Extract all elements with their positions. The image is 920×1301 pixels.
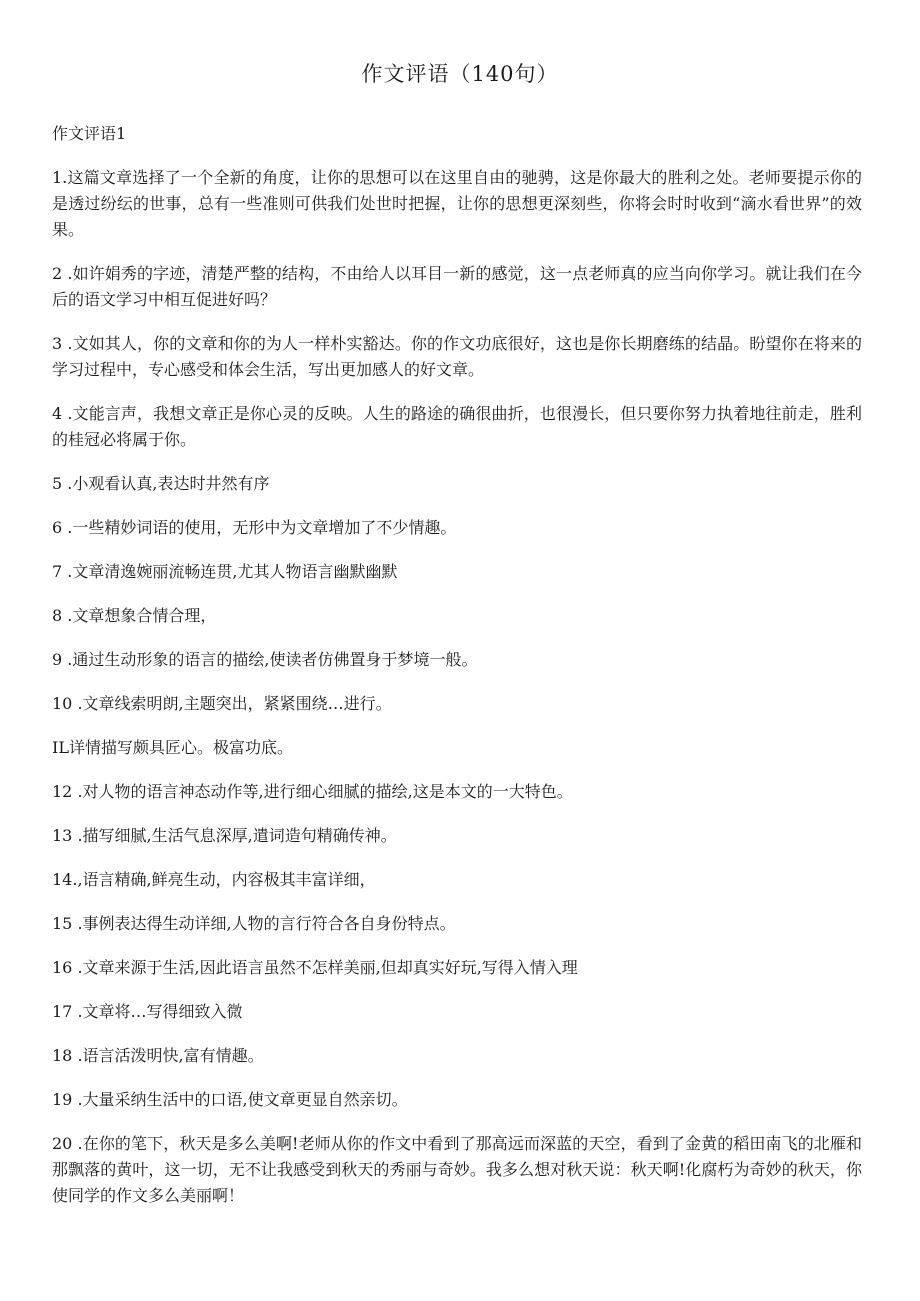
comment-entry-13: 13 .描写细腻,生活气息深厚,遣词造句精确传神。 xyxy=(52,826,397,845)
comment-entry-15: 15 .事例表达得生动详细,人物的言行符合各自身份特点。 xyxy=(52,914,456,933)
comment-entry-17: 17 .文章将…写得细致入微 xyxy=(52,1002,243,1021)
comment-entry-1: 1.这篇文章选择了一个全新的角度，让你的思想可以在这里自由的驰骋，这是你最大的胜利之处。老师要提示你的是透过纷纭的世事，总有一些准则可供我们处世时把握，让你的思想更深刻些，你将会时时收到“滴水看世界”的效果。 xyxy=(52,168,862,239)
document-body xyxy=(52,121,862,1227)
page-title: 作文评语（140句） xyxy=(361,62,559,86)
comment-entry-20: 20 .在你的笔下，秋天是多么美啊!老师从你的作文中看到了那高远而深蓝的天空，看到了金黄的稻田南飞的北雁和那飘落的黄叶，这一切，无不让我感受到秋天的秀丽与奇妙。我多么想对秋天说：秋天啊!化腐朽为奇妙的秋天，你使同学的作文多么美丽啊！ xyxy=(52,1134,862,1205)
comment-entry-8: 8 .文章想象合情合理， xyxy=(52,606,217,625)
comment-entry-5: 5 .小观看认真,表达时井然有序 xyxy=(52,474,270,493)
comment-entry-11: IL详情描写颇具匠心。极富功底。 xyxy=(52,738,293,757)
comment-entry-14: 14.,语言精确,鲜亮生动，内容极其丰富详细， xyxy=(52,870,376,889)
comment-entry-2: 2 .如许娟秀的字迹，清楚严整的结构，不由给人以耳目一新的感觉，这一点老师真的应当向你学习。就让我们在今后的语文学习中相互促进好吗？ xyxy=(52,264,862,309)
comment-entry-4: 4 .文能言声，我想文章正是你心灵的反映。人生的路途的确很曲折，也很漫长，但只要你努力执着地往前走，胜利的桂冠必将属于你。 xyxy=(52,404,862,449)
comment-entry-10: 10 .文章线索明朗,主题突出，紧紧围绕…进行。 xyxy=(52,694,392,713)
comment-entry-3: 3 .文如其人，你的文章和你的为人一样朴实豁达。你的作文功底很好，这也是你长期磨练的结晶。盼望你在将来的学习过程中，专心感受和体会生活，写出更加感人的好文章。 xyxy=(52,334,862,379)
comment-entry-6: 6 .一些精妙词语的使用，无形中为文章增加了不少情趣。 xyxy=(52,518,457,537)
comment-entry-12: 12 .对人物的语言神态动作等,进行细心细腻的描绘,这是本文的一大特色。 xyxy=(52,782,573,801)
comment-entry-9: 9 .通过生动形象的语言的描绘,使读者仿佛置身于梦境一般。 xyxy=(52,650,478,669)
comment-entry-16: 16 .文章来源于生活,因此语言虽然不怎样美丽,但却真实好玩,写得入情入理 xyxy=(52,958,578,977)
section-heading: 作文评语1 xyxy=(52,124,127,143)
comment-entry-18: 18 .语言活泼明快,富有情趣。 xyxy=(52,1046,264,1065)
comment-entry-7: 7 .文章清逸婉丽流畅连贯,尤其人物语言幽默幽默 xyxy=(52,562,398,581)
comment-entry-19: 19 .大量采纳生活中的口语,使文章更显自然亲切。 xyxy=(52,1090,408,1109)
